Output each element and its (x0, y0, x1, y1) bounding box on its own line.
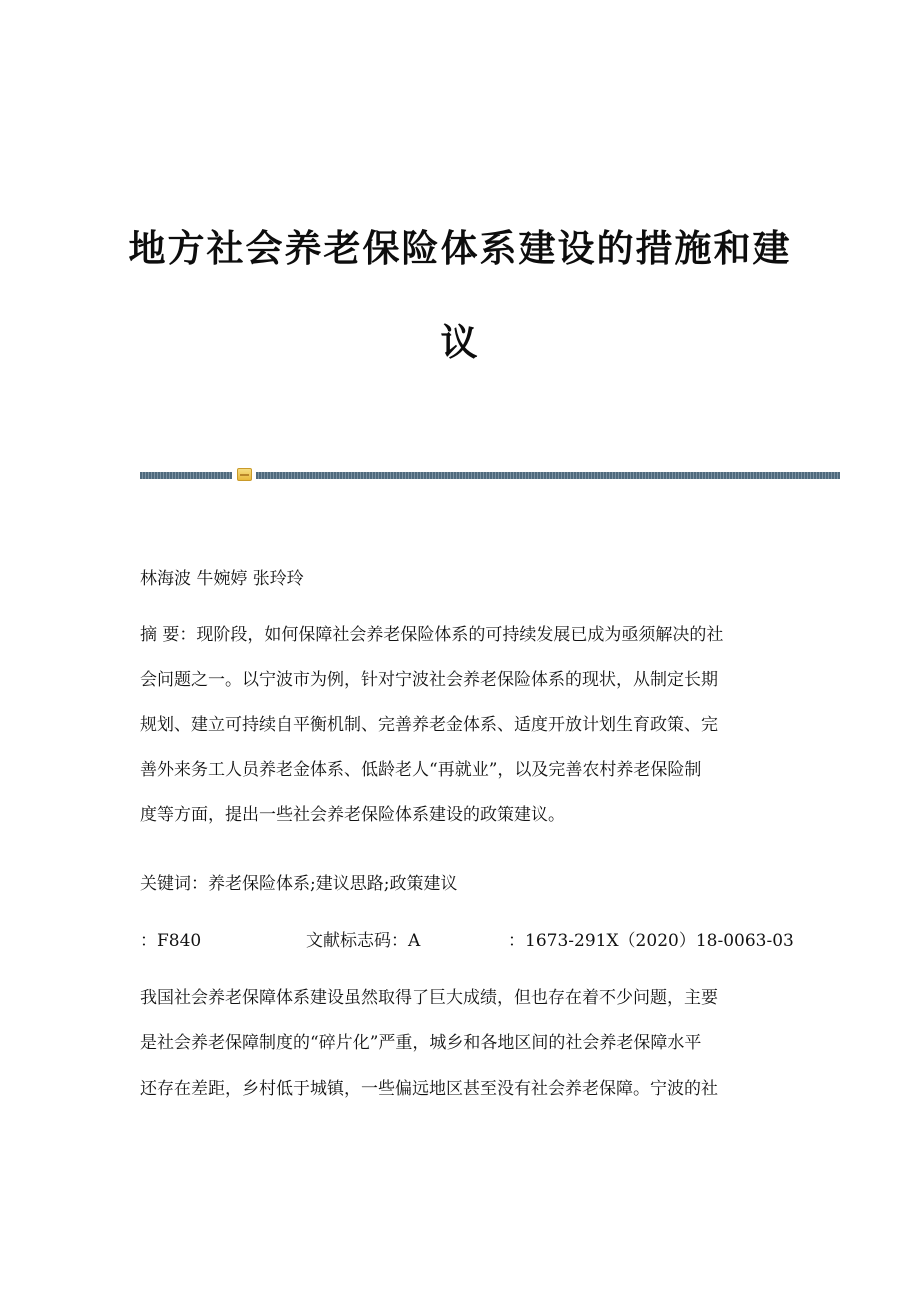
document-code: 文献标志码：A (306, 931, 421, 951)
abstract-line: 规划、建立可持续自平衡机制、完善养老金体系、适度开放计划生育政策、完 (140, 715, 718, 735)
abstract (140, 622, 780, 847)
body-line: 还存在差距，乡村低于城镇，一些偏远地区甚至没有社会养老保障。宁波的社 (140, 1079, 718, 1099)
body-line: 我国社会养老保障体系建设虽然取得了巨大成绩，但也存在着不少问题，主要 (140, 988, 718, 1008)
clc-number: ：F840 (140, 931, 202, 951)
abstract-line: 摘 要：现阶段，如何保障社会养老保险体系的可持续发展已成为亟须解决的社 (140, 625, 724, 645)
envelope-icon (237, 468, 252, 481)
abstract-line: 善外来务工人员养老金体系、低龄老人“再就业”，以及完善农村养老保险制 (140, 760, 702, 780)
abstract-line: 度等方面，提出一些社会养老保险体系建设的政策建议。 (140, 805, 565, 825)
page-title: 地方社会养老保险体系建设的措施和建 (128, 227, 792, 270)
divider-bar-right (256, 472, 840, 479)
body-line: 是社会养老保障制度的“碎片化”严重，城乡和各地区间的社会养老保障水平 (140, 1033, 702, 1053)
divider-bar-left (140, 472, 232, 479)
abstract-line: 会问题之一。以宁波市为例，针对宁波社会养老保险体系的现状，从制定长期 (140, 670, 718, 690)
decorative-divider (140, 468, 840, 482)
authors: 林海波 牛婉婷 张玲玲 (140, 569, 304, 589)
article-number: ：1673-291X（2020）18-0063-03 (508, 931, 794, 951)
classification-row (140, 928, 794, 954)
keywords: 关键词：养老保险体系;建议思路;政策建议 (140, 874, 458, 894)
page-title-continuation: 议 (440, 321, 480, 364)
